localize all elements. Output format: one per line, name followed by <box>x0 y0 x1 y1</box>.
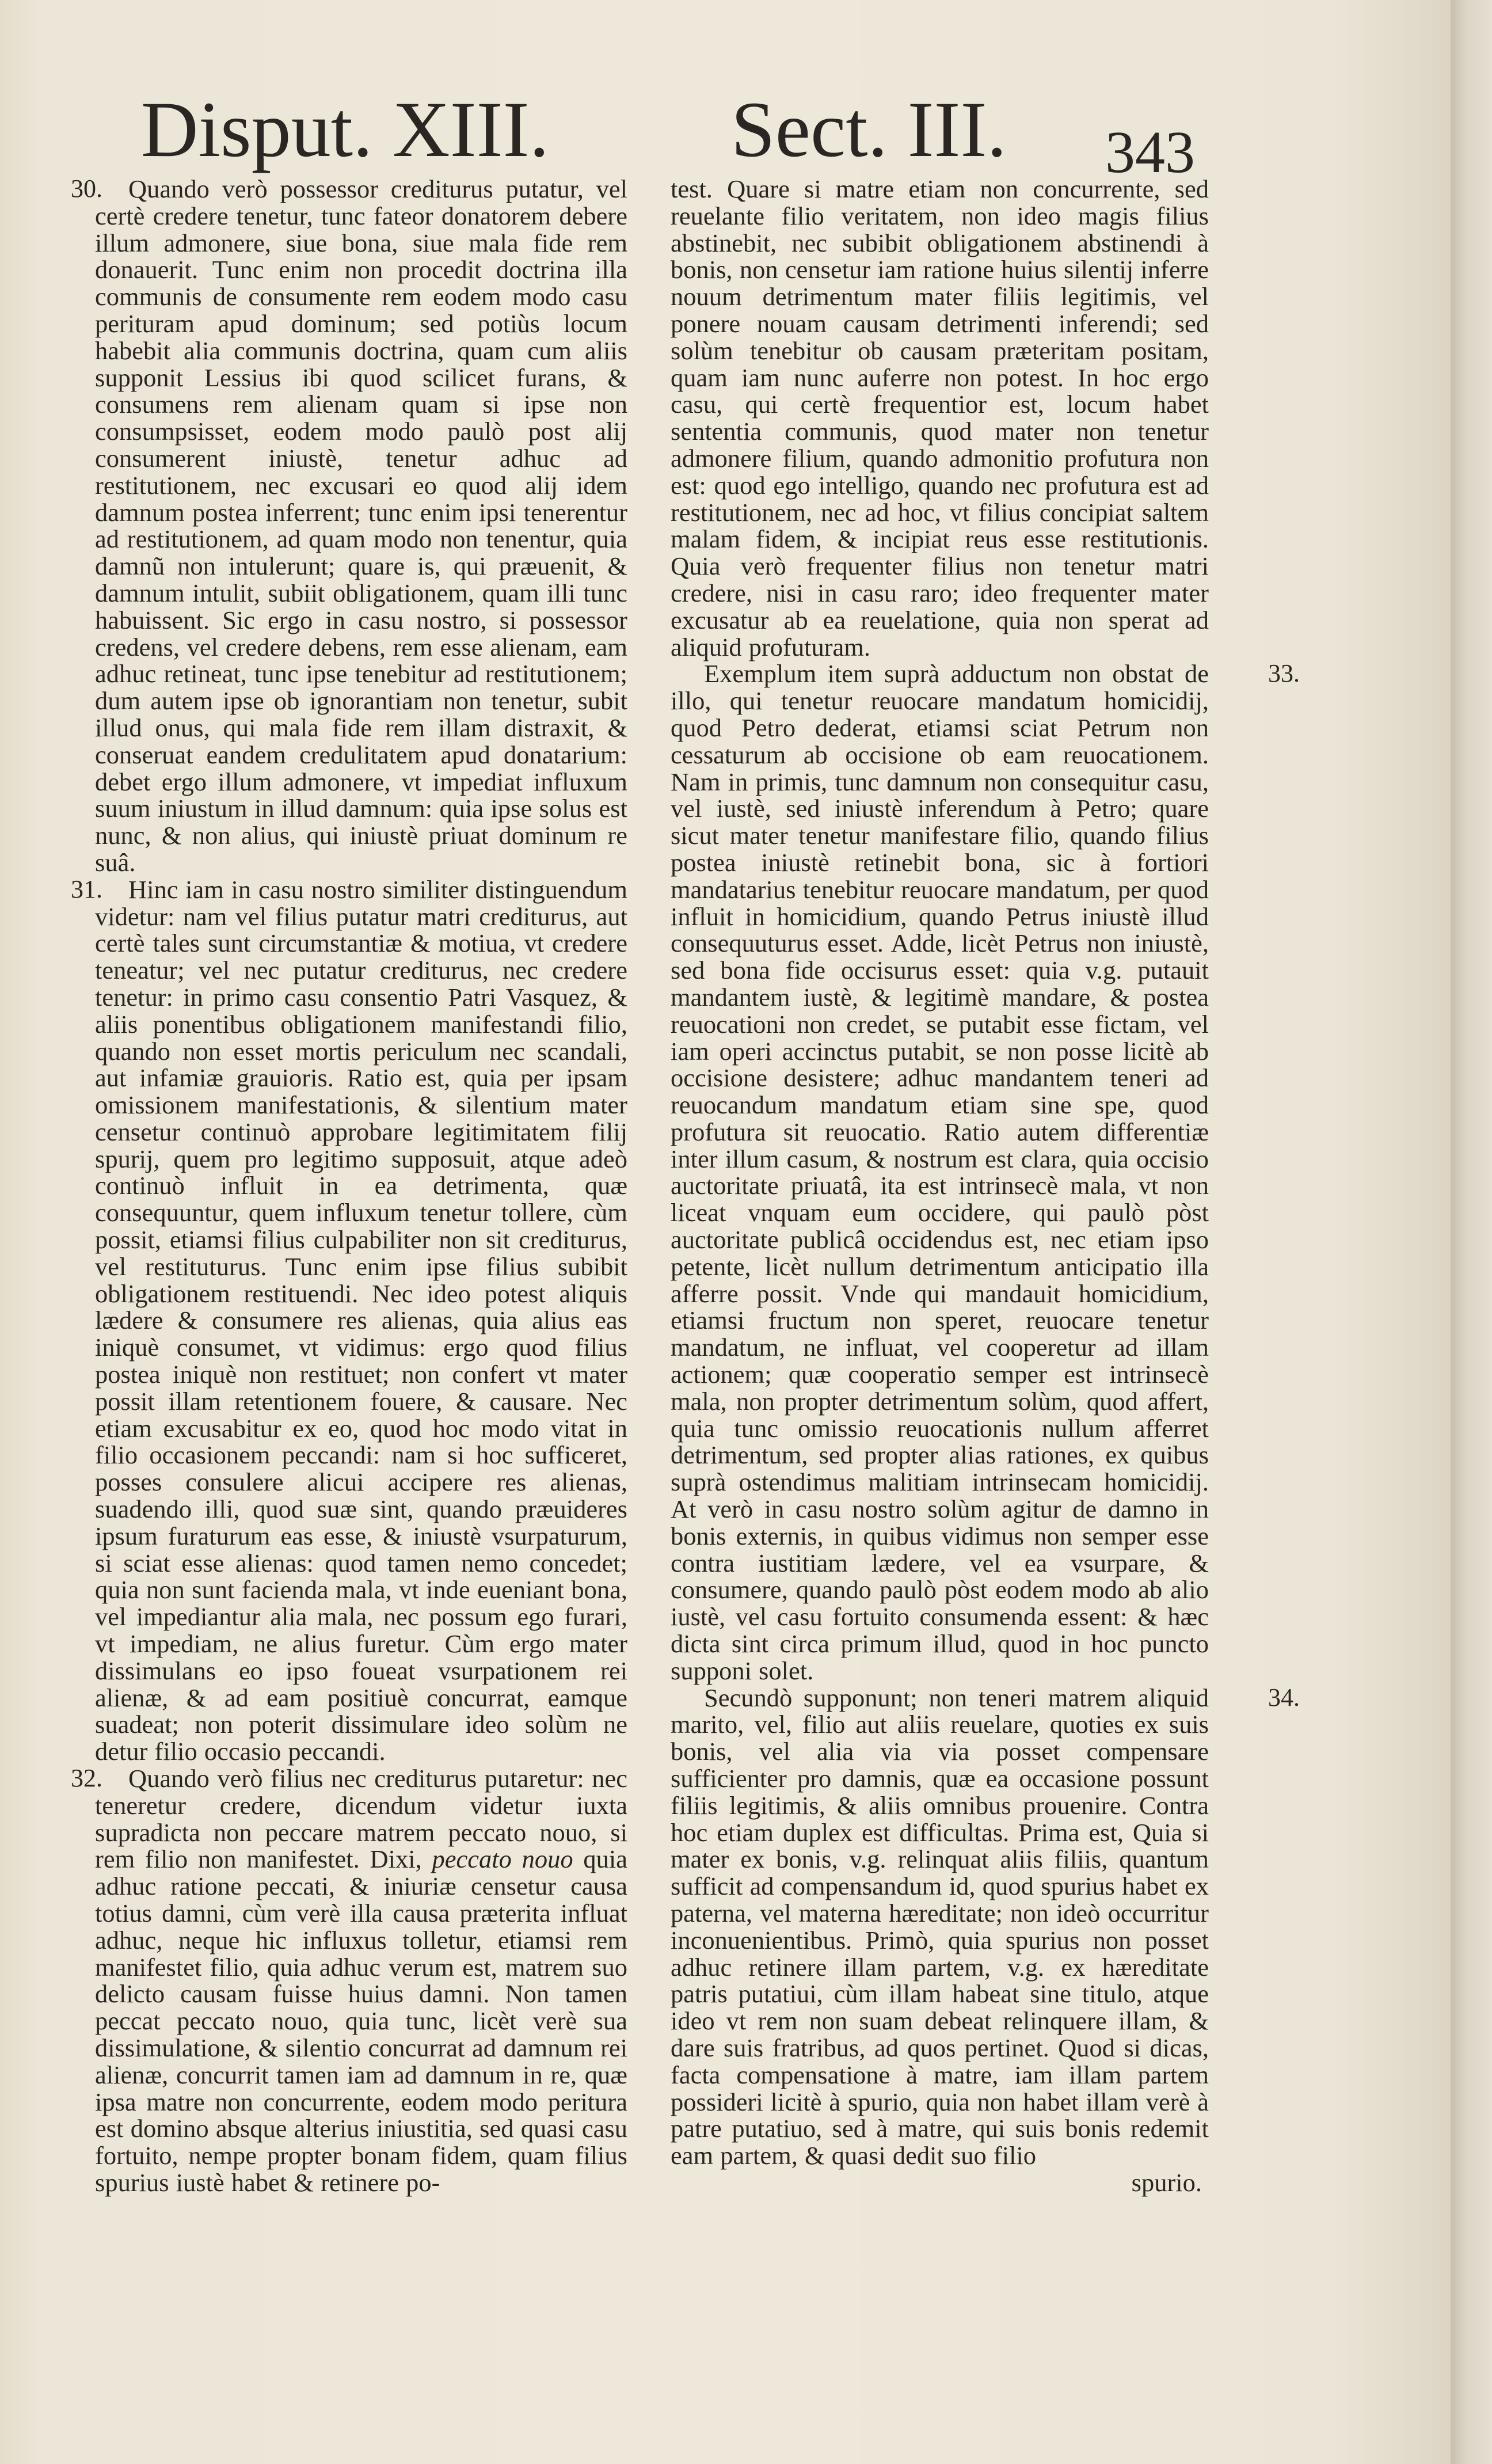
page-edge-shadow <box>1451 0 1492 2464</box>
paragraph-continuation <box>671 176 1209 660</box>
left-text-column <box>71 174 627 2197</box>
page-number: 343 <box>1105 119 1195 185</box>
paragraph-34 <box>671 1683 1300 2170</box>
right-text-column <box>671 174 1300 2197</box>
paragraph-text: Secundò supponunt; non teneri matrem aliquid marito, vel, filio aut aliis reuelare, quoties ex suis bonis, vel alia via via posset compensare sufficienter pro damnis, quæ ea occasione possunt filiis legitimis, & aliis omnibus prouenire. Contra hoc etiam duplex est difficultas. Prima est, Quia si mater ex bonis, v.g. relinquat aliis filiis, quantum sufficit ad compensandum id, quod spurius habet ex paterna, vel materna hæreditate; non ideò occurritur inconuenientibus. Primò, quia spurius non posset adhuc retinere illam partem, v.g. ex hæreditate patris putatiui, cùm illam habeat sine titulo, atque ideo vt rem non suam debeat relinquere illam, & dare suis fratribus, ad quos pertinet. Quod si dicas, facta compensatione à matre, iam illam partem possideri licitè à spurio, quia non habet illam verè à patre putatiuo, sed à matre, qui suis bonis redemit eam partem, & quasi dedit suo filio <box>671 1683 1209 2170</box>
paragraph-text: test. Quare si matre etiam non concurrente, sed reuelante filio veritatem, non ideo magis filius abstinebit, nec subibit obligationem abstinendi à bonis, non censetur iam ratione huius silentij inferre nouum detrimentum mater filiis legitimis, vel ponere nouam causam detrimenti inferendi; sed solùm tenebitur ob causam præteritam positam, quam iam nunc auferre non potest. In hoc ergo casu, qui certè frequentior est, locum habet sententia communis, quod mater non tenetur admonere filium, quando admonitio profutura non est: quod ego intelligo, quando nec profutura est ad restitutionem, nec ad hoc, vt filius concipiat saltem malam fidem, & incipiat reus esse restitutionis. Quia verò frequenter filius non tenetur matri credere, nisi in casu raro; ideo frequenter mater excusatur ab ea reuelatione, quia non sperat ad aliquid profuturam. <box>671 174 1209 661</box>
margin-number-30: 30. <box>71 174 102 203</box>
paragraph-32 <box>71 1764 627 2197</box>
running-head-section: Sect. III. <box>731 85 1007 173</box>
paragraph-33 <box>671 659 1300 1685</box>
paragraph-text: Quando verò possessor crediturus putatur, vel certè credere tenetur, tunc fateor donatorem debere illum admonere, siue bona, siue mala fide rem donauerit. Tunc enim non procedit doctrina illa communis de consumente rem eodem modo casu perituram apud dominum; sed potiùs locum habebit alia communis doctrina, quam cum aliis supponit Lessius ibi quod scilicet furans, & consumens rem alienam quam si ipse non consumpsisset, eodem modo paulò post alij consumerent iniustè, tenetur adhuc ad restitutionem, nec excusari eo quod alij idem damnum postea inferrent; tunc enim ipsi tenerentur ad restitutionem, ad quam modo non tenentur, quia damnũ non intulerunt; quare is, qui præuenit, & damnum intulit, subiit obligationem, quam illi tunc habuissent. Sic ergo in casu nostro, si possessor credens, vel credere debens, rem esse alienam, eam adhuc retineat, tunc ipse tenebitur ad restitutionem; dum autem ipse ob ignorantiam non tenetur, subit illud onus, qui mala fide rem illam distraxit, & conseruat eandem credulitatem apud donatarium: debet ergo illum admonere, vt impediat influxum suum iniustum in illud damnum: quia ipse solus est nunc, & non alius, qui iniustè priuat dominum re suâ. <box>95 174 627 877</box>
catchword: spurio. <box>1131 2168 1202 2197</box>
italic-phrase: peccato nouo <box>432 1845 573 1874</box>
paragraph-text: Exemplum item suprà adductum non obstat de illo, qui tenetur reuocare mandatum homicidij, quod Petro dederat, etiamsi sciat Petrum non cessaturum ab occisione ob eam reuocationem. Nam in primis, tunc damnum non consequitur casu, vel iustè, sed iniustè inferendum à Petro; quare sicut mater tenetur manifestare filio, quando filius postea iniustè retinebit bona, sic à fortiori mandatarius tenebitur reuocare mandatum, per quod influit in homicidium, quando Petrus iniustè illud consequuturus esset. Adde, licèt Petrus non iniustè, sed bona fide occisurus esset: quia v.g. putauit mandantem iustè, & legitimè mandare, & postea reuocationi non credet, se putabit esse fictam, vel iam operi accinctus putabit, se non posse licitè ab occisione desistere; adhuc mandantem teneri ad reuocandum mandatum etiam sine spe, quod profutura sit reuocatio. Ratio autem differentiæ inter illum casum, & nostrum est clara, quia occisio auctoritate priuatâ, ita est intrinsecè mala, vt non liceat vnquam eum occidere, qui paulò pòst auctoritate publicâ occidendus est, nec etiam ipso petente, licèt nullum detrimentum anticipatio illa afferre possit. Vnde qui mandauit homicidium, etiamsi fructum non speret, reuocare tenetur mandatum, ne influat, vel cooperetur ad illam actionem; quæ cooperatio semper est intrinsecè mala, non propter detrimentum solùm, quod affert, quia tunc omissio reuocationis nullum afferret detrimentum, sed propter alias rationes, ex quibus suprà ostendimus malitiam intrinsecam homicidij. At verò in casu nostro solùm agitur de damno in bonis externis, in quibus vidimus non semper esse contra iustitiam lædere, vel ea vsurpare, & consumere, quando paulò pòst eodem modo ab alio iustè, vel casu fortuito consumenda essent: & hæc dicta sint circa primum illud, quod in hoc puncto supponi solet. <box>671 659 1209 1685</box>
paragraph-text: Hinc iam in casu nostro similiter distinguendum videtur: nam vel filius putatur matri crediturus, aut certè tales sunt circumstantiæ & motiua, vt credere teneatur; vel nec putatur crediturus, nec credere tenetur: in primo casu consentio Patri Vasquez, & aliis ponentibus obligationem manifestandi filio, quando non esset mortis periculum nec scandali, aut infamiæ grauioris. Ratio est, quia per ipsam omissionem manifestationis, & silentium mater censetur continuò approbare legitimitatem filij spurij, quem pro legitimo supposuit, atque adeò continuò influit in ea detrimenta, quæ consequuntur, quem influxum tenetur tollere, cùm possit, etiamsi filius culpabiliter non sit crediturus, vel restituturus. Tunc enim ipse filius subibit obligationem restituendi. Nec ideo potest aliquis lædere & consumere res alienas, quia alius eas iniquè consumet, vt vidimus: ergo quod filius postea iniquè non restituet; non confert vt mater possit illam retentionem fouere, & causare. Nec etiam excusabitur ex eo, quod hoc modo vitat in filio occasionem peccandi: nam si hoc sufficeret, posses consulere alicui accipere res alienas, suadendo illi, quod suæ sint, quando præuideres ipsum furaturum eas esse, & iniustè vsurpaturum, si sciat esse alienas: quod tamen nemo concedet; quia non sunt facienda mala, vt inde eueniant bona, vel impediantur alia mala, nec possum ego furari, vt impediam, ne alius furetur. Cùm ergo mater dissimulans eo ipso foueat vsurpationem rei alienæ, & ad eam positiuè concurrat, eamque suadeat; non poterit dissimulare ideo solùm ne detur filio occasio peccandi. <box>95 874 627 1766</box>
margin-number-34: 34. <box>1268 1683 1300 1712</box>
running-head-disputation: Disput. XIII. <box>141 85 550 173</box>
paragraph-30 <box>71 174 627 877</box>
paragraph-text: quia adhuc ratione peccati, & iniuriæ censetur causa totius damni, cùm verè illa causa præterita influat adhuc, neque hic influxus tolletur, etiamsi rem manifestet filio, quia adhuc verum est, matrem suo delicto causam fuisse huius damni. Non tamen peccat peccato nouo, quia tunc, licèt verè sua dissimulatione, & silentio concurrat ad damnum rei alienæ, concurrit tamen iam ad damnum in re, quæ ipsa matre non concurrente, eodem modo peritura est domino absque alterius iniustitia, sed quasi casu fortuito, nempe propter bonam fidem, quam filius spurius iustè habet & retinere po- <box>95 1845 627 2197</box>
paragraph-31 <box>71 874 627 1766</box>
margin-number-32: 32. <box>71 1764 102 1793</box>
margin-number-33: 33. <box>1268 659 1300 688</box>
paragraph-text: Quando verò filius nec crediturus putaretur: nec teneretur credere, dicendum videtur iuxta supradicta non peccare matrem peccato nouo, si rem filio non manifestet. Dixi, <box>95 1764 627 1874</box>
margin-number-31: 31. <box>71 874 102 903</box>
